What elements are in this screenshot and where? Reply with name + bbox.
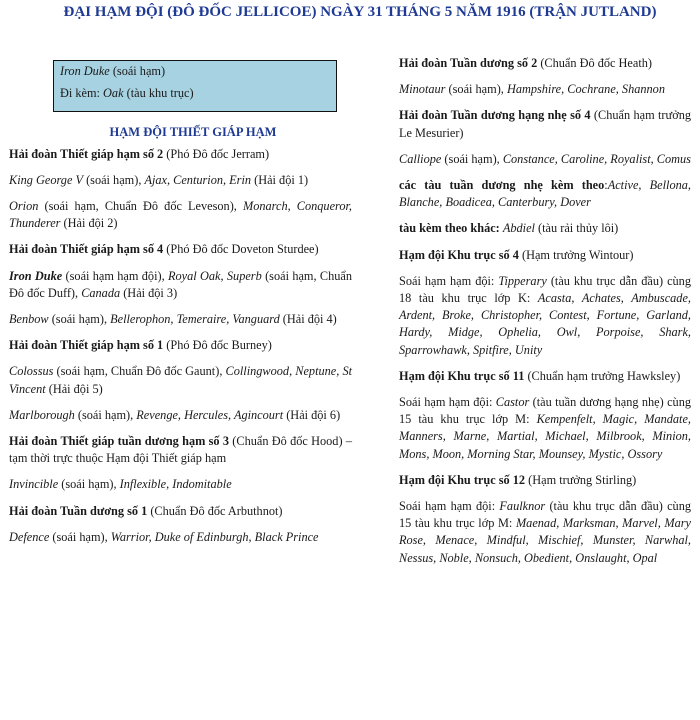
df4-ships: Soái hạm hạm đội: Tipperary (tàu khu trục dẫn đầu) cùng 18 tàu khu trục lớp K: Acasta, Achates, Ambuscade, Ardent, Broke, Christopher, Contest, Fortune, Garland, Hardy, Midge, Ophelia, Owl, Porpoise, Shark, Sparrowhawk, Spitfire, Unity <box>399 273 691 357</box>
bs1-division-5: Colossus (soái hạm, Chuẩn Đô đốc Gaunt), Collingwood, Neptune, St Vincent (Hải đội 5) <box>9 364 353 396</box>
cs2-ships: Minotaur (soái hạm), Hampshire, Cochrane, Shannon <box>399 82 665 97</box>
bs4-division-4: Benbow (soái hạm), Bellerophon, Temeraire, Vanguard (Hải đội 4) <box>9 311 337 326</box>
left-column <box>9 54 352 555</box>
right-column <box>399 55 691 576</box>
cs1-heading: Hải đoàn Tuần dương số 1 (Chuẩn Đô đốc Arbuthnot) <box>9 503 283 518</box>
bs1-division-6: Marlborough (soái hạm), Revenge, Hercules, Agincourt (Hải đội 6) <box>9 407 341 422</box>
df4-heading: Hạm đội Khu trục số 4 (Hạm trưởng Wintour) <box>399 247 634 262</box>
lcs4-heading: Hải đoàn Tuần dương hạng nhẹ số 4 (Chuẩn hạm trưởng Le Mesurier) <box>399 108 691 140</box>
df12-ships: Soái hạm hạm đội: Faulknor (tàu khu trục dẫn đầu) cùng 15 tàu khu trục lớp M: Maenad, Marksman, Marvel, Mary Rose, Menace, Mindful, Mischief, Munster, Narwhal, Nessus, Noble, Nonsuch, Obedient, Onslaught, Opal <box>399 499 692 565</box>
page-title: ĐẠI HẠM ĐỘI (ĐÔ ĐỐC JELLICOE) NGÀY 31 THÁNG 5 NĂM 1916 (TRẬN JUTLAND) <box>63 4 657 20</box>
bs1-heading: Hải đoàn Thiết giáp hạm số 1 (Phó Đô đốc Burney) <box>9 338 272 353</box>
bcs3-heading: Hải đoàn Thiết giáp tuần dương hạm số 3 (Chuẩn Đô đốc Hood) – tạm thời trực thuộc Hạm đội Thiết giáp hạm <box>9 433 352 466</box>
bs2-heading: Hải đoàn Thiết giáp hạm số 2 (Phó Đô đốc Jerram) <box>9 146 270 161</box>
df11-heading: Hạm đội Khu trục số 11 (Chuẩn hạm trưởng Hawksley) <box>399 368 681 383</box>
battle-fleet-heading: HẠM ĐỘI THIẾT GIÁP HẠM <box>109 125 277 139</box>
df12-heading: Hạm đội Khu trục số 12 (Hạm trưởng Stirling) <box>399 472 637 487</box>
other-attached-ship: tàu kèm theo khác: Abdiel (tàu rải thủy lôi) <box>399 221 619 236</box>
bcs3-ships: Invincible (soái hạm), Inflexible, Indomitable <box>9 477 232 492</box>
fleet-escort-line: Đi kèm: Oak (tàu khu trục) <box>60 85 194 100</box>
bs2-division-2: Orion (soái hạm, Chuẩn Đô đốc Leveson), Monarch, Conqueror, Thunderer (Hải đội 2) <box>9 198 352 231</box>
df11-ships: Soái hạm hạm đội: Castor (tàu tuần dương hạng nhẹ) cùng 15 tàu khu trục lớp M: Kempenfelt, Magic, Mandate, Manners, Marne, Martial, Michael, Milbrook, Minion, Mons, Moon, Morning Star, Mounsey, Mystic, Ossory <box>399 395 691 461</box>
lcs4-ships: Calliope (soái hạm), Constance, Caroline, Royalist, Comus <box>399 151 691 166</box>
fleet-flagship-box <box>53 60 337 112</box>
bs4-heading: Hải đoàn Thiết giáp hạm số 4 (Phó Đô đốc Doveton Sturdee) <box>9 242 319 257</box>
bs2-division-1: King George V (soái hạm), Ajax, Centurion, Erin (Hải đội 1) <box>9 172 309 187</box>
cs2-heading: Hải đoàn Tuần dương số 2 (Chuẩn Đô đốc Heath) <box>399 56 652 70</box>
attached-light-cruisers: các tàu tuần dương nhẹ kèm theo:Active, Bellona, Blanche, Boadicea, Canterbury, Dover <box>399 178 691 210</box>
bs4-division-3: Iron Duke (soái hạm hạm đội), Royal Oak, Superb (soái hạm, Chuẩn Đô đốc Duff), Canada (Hải đội 3) <box>9 268 352 300</box>
fleet-flagship-line: Iron Duke (soái hạm) <box>60 64 166 78</box>
cs1-ships: Defence (soái hạm), Warrior, Duke of Edinburgh, Black Prince <box>9 529 319 544</box>
